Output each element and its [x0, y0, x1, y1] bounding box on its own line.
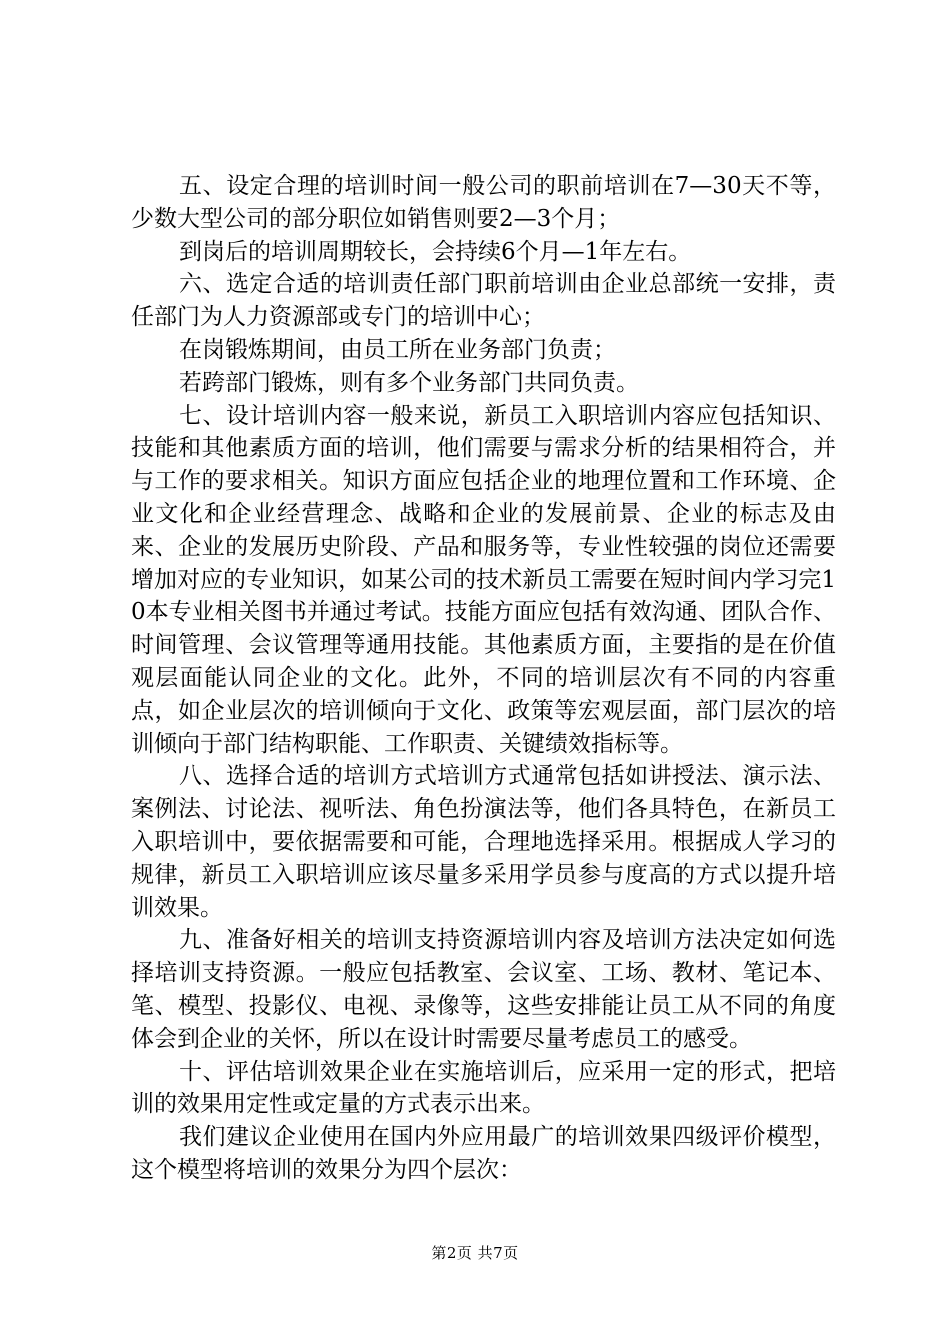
paragraph-training-content: 七、设计培训内容一般来说，新员工入职培训内容应包括知识、技能和其他素质方面的培训，他们需要与需求分析的结果相符合，并与工作的要求相关。知识方面应包括企业的地理位置和工作环境、企业文化和企业经营理念、战略和企业的发展前景、企业的标志及由来、企业的发展历史阶段、产品和服务等，专业性较强的岗位还需要增加对应的专业知识，如某公司的技术新员工需要在短时间内学习完10本专业相关图书并通过考试。技能方面应包括有效沟通、团队合作、时间管理、会议管理等通用技能。其他素质方面，主要指的是在价值观层面能认同企业的文化。此外，不同的培训层次有不同的内容重点，如企业层次的培训倾向于文化、政策等宏观层面，部门层次的培训倾向于部门结构职能、工作职责、关键绩效指标等。	[131, 402, 836, 757]
paragraph-onsite-training: 在岗锻炼期间，由员工所在业务部门负责；	[179, 336, 616, 363]
page-number-footer: 第2页 共7页	[431, 1244, 519, 1262]
paragraph-training-time: 五、设定合理的培训时间一般公司的职前培训在7—30天不等，少数大型公司的部分职位如销售则要2—3个月；	[131, 173, 836, 232]
paragraph-evaluation-model: 我们建议企业使用在国内外应用最广的培训效果四级评价模型，这个模型将培训的效果分为四个层次：	[131, 1124, 836, 1183]
paragraph-training-period: 到岗后的培训周期较长，会持续6个月—1年左右。	[179, 238, 692, 265]
paragraph-training-method: 八、选择合适的培训方式培训方式通常包括如讲授法、演示法、案例法、讨论法、视听法、角色扮演法等，他们各具特色，在新员工入职培训中，要依据需要和可能，合理地选择采用。根据成人学习的规律，新员工入职培训应该尽量多采用学员参与度高的方式以提升培训效果。	[131, 763, 836, 921]
paragraph-responsible-dept: 六、选定合适的培训责任部门职前培训由企业总部统一安排，责任部门为人力资源部或专门的培训中心；	[131, 271, 836, 331]
paragraph-training-resources: 九、准备好相关的培训支持资源培训内容及培训方法决定如何选择培训支持资源。一般应包括教室、会议室、工场、教材、笔记本、笔、模型、投影仪、电视、录像等，这些安排能让员工从不同的角度体会到企业的关怀，所以在设计时需要尽量考虑员工的感受。	[131, 927, 836, 1052]
document-body	[131, 170, 836, 1187]
paragraph-cross-dept: 若跨部门锻炼，则有多个业务部门共同负责。	[179, 369, 639, 396]
paragraph-training-evaluation: 十、评估培训效果企业在实施培训后，应采用一定的形式，把培训的效果用定性或定量的方式表示出来。	[131, 1058, 836, 1118]
